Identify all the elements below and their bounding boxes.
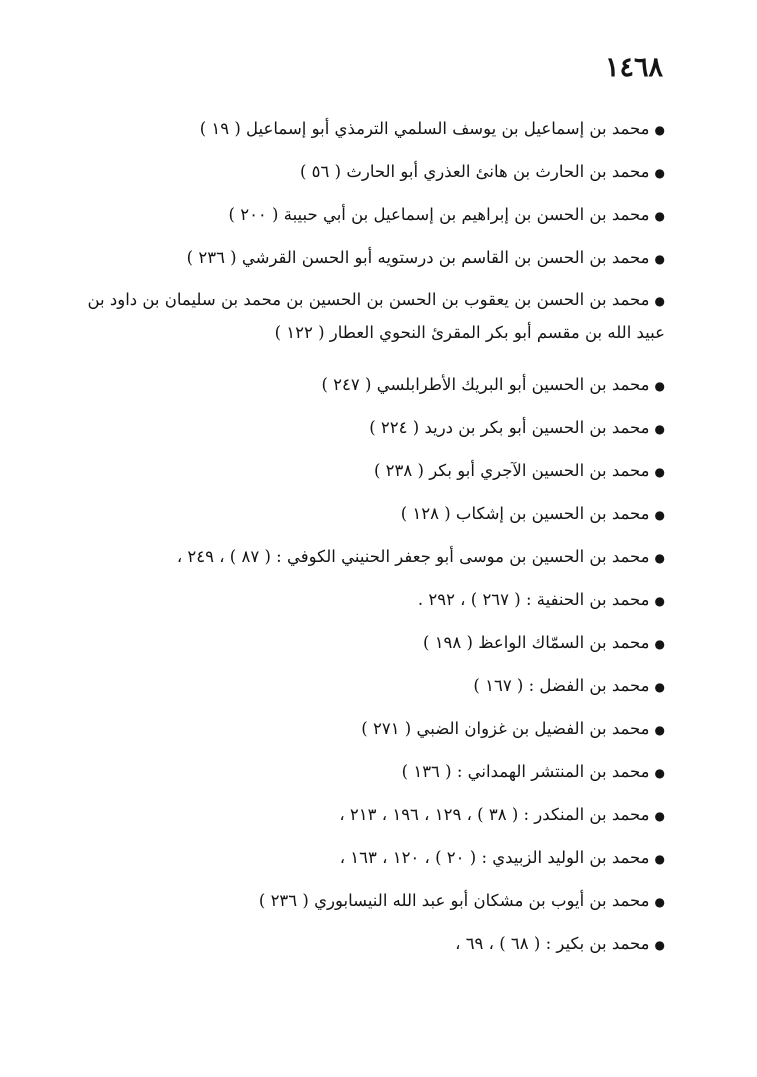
bullet-icon: ● <box>654 208 665 223</box>
index-entry <box>65 540 665 583</box>
entry-text: محمد بن الحسن بن يعقوب بن الحسن بن الحسين بن محمد بن سليمان بن داود بن عبيد الله بن مقسم أبو بكر المقرئ النحوي العطار ( ١٢٢ ) <box>87 290 665 342</box>
bullet-icon: ● <box>654 894 665 909</box>
index-entry <box>65 798 665 841</box>
index-entry <box>65 841 665 884</box>
index-entries-list <box>65 112 665 970</box>
index-entry <box>65 411 665 454</box>
entry-text: محمد بن الحارث بن هانئ العذري أبو الحارث ( ٥٦ ) <box>299 162 650 181</box>
entry-text: محمد بن السمّاك الواعظ ( ١٩٨ ) <box>423 633 650 652</box>
index-entry <box>65 497 665 540</box>
index-entry <box>65 284 665 368</box>
bullet-icon: ● <box>654 851 665 866</box>
bullet-icon: ● <box>654 251 665 266</box>
index-entry <box>65 241 665 284</box>
index-entry <box>65 927 665 970</box>
index-entry <box>65 626 665 669</box>
entry-text: محمد بن الحسين أبو بكر بن دريد ( ٢٢٤ ) <box>369 418 650 437</box>
bullet-icon: ● <box>654 293 665 308</box>
index-entry <box>65 368 665 411</box>
entry-text: محمد بن الحسين الآجري أبو بكر ( ٢٣٨ ) <box>373 461 650 480</box>
entry-text: محمد بن إسماعيل بن يوسف السلمي الترمذي أبو إسماعيل ( ١٩ ) <box>199 119 650 138</box>
bullet-icon: ● <box>654 808 665 823</box>
bullet-icon: ● <box>654 421 665 436</box>
index-entry <box>65 198 665 241</box>
entry-text: محمد بن المنتشر الهمداني : ( ١٣٦ ) <box>401 762 650 781</box>
entry-text: محمد بن الحنفية : ( ٢٦٧ ) ، ٢٩٢ . <box>417 590 650 609</box>
index-entry <box>65 884 665 927</box>
bullet-icon: ● <box>654 378 665 393</box>
page-number: ١٤٦٨ <box>604 52 663 83</box>
bullet-icon: ● <box>654 165 665 180</box>
bullet-icon: ● <box>654 507 665 522</box>
bullet-icon: ● <box>654 937 665 952</box>
bullet-icon: ● <box>654 636 665 651</box>
bullet-icon: ● <box>654 679 665 694</box>
index-entry <box>65 454 665 497</box>
index-entry <box>65 155 665 198</box>
entry-text: محمد بن الفضل : ( ١٦٧ ) <box>473 676 650 695</box>
entry-text: محمد بن الحسين بن موسى أبو جعفر الحنيني الكوفي : ( ٨٧ ) ، ٢٤٩ ، <box>176 547 650 566</box>
entry-text: محمد بن الحسين بن إشكاب ( ١٢٨ ) <box>400 504 650 523</box>
entry-text: محمد بن الوليد الزبيدي : ( ٢٠ ) ، ١٢٠ ، ١٦٣ ، <box>339 848 650 867</box>
entry-text: محمد بن الحسن بن القاسم بن درستويه أبو الحسن القرشي ( ٢٣٦ ) <box>186 248 650 267</box>
entry-text: محمد بن الحسن بن إبراهيم بن إسماعيل بن أبي حبيبة ( ٢٠٠ ) <box>228 205 650 224</box>
bullet-icon: ● <box>654 593 665 608</box>
bullet-icon: ● <box>654 722 665 737</box>
bullet-icon: ● <box>654 550 665 565</box>
bullet-icon: ● <box>654 464 665 479</box>
bullet-icon: ● <box>654 765 665 780</box>
index-entry <box>65 669 665 712</box>
entry-text: محمد بن المنكدر : ( ٣٨ ) ، ١٢٩ ، ١٩٦ ، ٢١٣ ، <box>339 805 650 824</box>
entry-text: محمد بن أيوب بن مشكان أبو عبد الله النيسابوري ( ٢٣٦ ) <box>258 891 650 910</box>
entry-text: محمد بن بكير : ( ٦٨ ) ، ٦٩ ، <box>455 934 650 953</box>
index-entry <box>65 583 665 626</box>
bullet-icon: ● <box>654 122 665 137</box>
entry-text: محمد بن الفضيل بن غزوان الضبي ( ٢٧١ ) <box>361 719 650 738</box>
index-entry <box>65 712 665 755</box>
entry-text: محمد بن الحسين أبو البريك الأطرابلسي ( ٢٤٧ ) <box>321 375 650 394</box>
index-entry <box>65 112 665 155</box>
index-entry <box>65 755 665 798</box>
